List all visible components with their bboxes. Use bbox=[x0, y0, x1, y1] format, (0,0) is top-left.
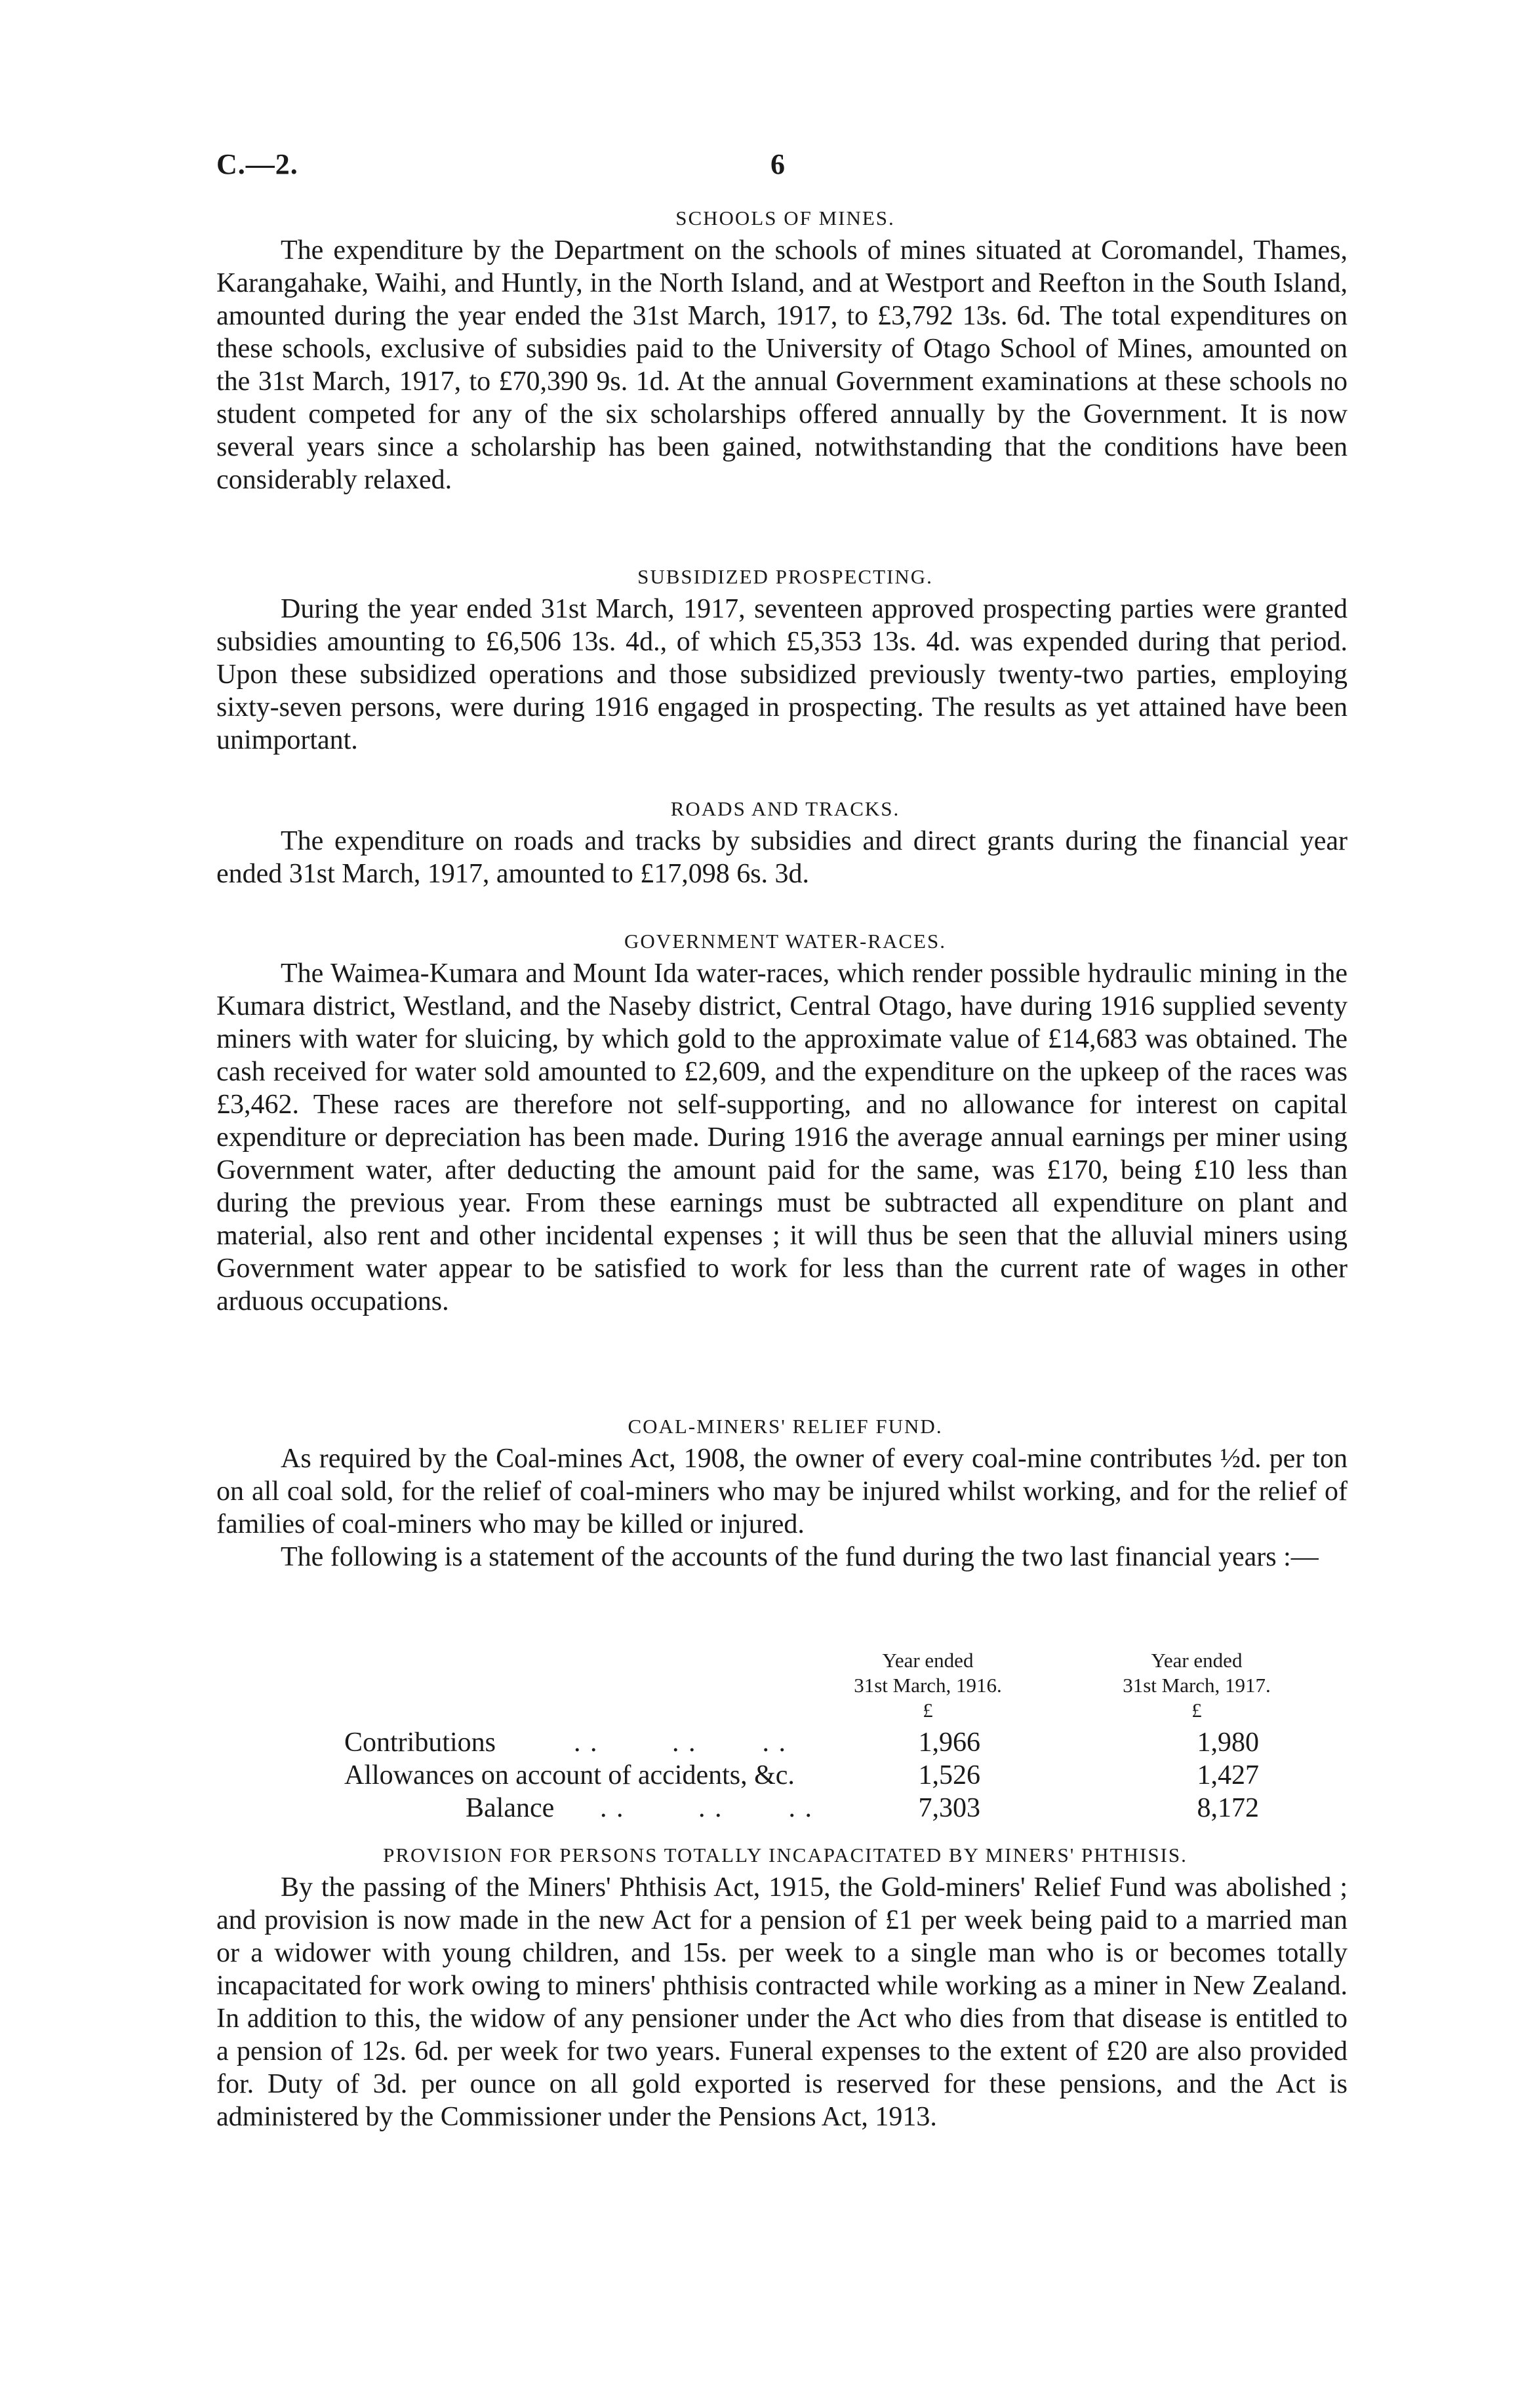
row-leader: . . . . . . bbox=[557, 1727, 787, 1758]
row-label: Balance bbox=[466, 1793, 555, 1823]
section-government-water-races bbox=[216, 930, 1348, 1318]
section-roads-and-tracks bbox=[216, 797, 1348, 890]
page-number: 6 bbox=[770, 148, 785, 180]
table-row bbox=[216, 1792, 1348, 1825]
column-unit: £ bbox=[1191, 1699, 1202, 1722]
section-miners-phthisis-provision bbox=[216, 1844, 1348, 2133]
column-header-line: Year ended bbox=[1151, 1649, 1243, 1672]
section-title: GOVERNMENT WATER-RACES. bbox=[624, 930, 946, 953]
paragraph: The expenditure by the Department on the schools of mines situated at Coromandel, Thames, Karangahake, Waihi, and Huntly, in the North Island, and at Westport and Reefton in the South Island, amounted during the year ended the 31st March, 1917, to £3,792 13s. 6d. The total expenditures on these schools, exclusive of subsidies paid to the University of Otago School of Mines, amounted on the 31st March, 1917, to £70,390 9s. 1d. At the annual Government examinations at these schools no student competed for any of the six scholarships offered annually by the Government. It is now several years since a scholarship has been gained, notwithstanding that the conditions have been considerably relaxed. bbox=[216, 235, 1348, 495]
row-leader: . . . . . . bbox=[584, 1793, 813, 1823]
paragraph: By the passing of the Miners' Phthisis Act, 1915, the Gold-miners' Relief Fund was abolished ; and provision is now made in the new Act for a pension of £1 per week being paid to a married man or a widower with young children, and 15s. per week to a single man who is or becomes totally incapacitated for work owing to miners' phthisis contracted while working as a miner in New Zealand. In addition to this, the widow of any pensioner under the Act who dies from that disease is entitled to a pension of 12s. 6d. per week for two years. Funeral expenses to the extent of £20 are also provided for. Duty of 3d. per ounce on all gold exported is reserved for these pensions, and the Act is administered by the Commissioner under the Pensions Act, 1913. bbox=[216, 1872, 1348, 2132]
paragraph: The Waimea-Kumara and Mount Ida water-races, which render possible hydraulic mining in the Kumara district, Westland, and the Naseby district, Central Otago, have during 1916 supplied seventy miners with water for sluicing, by which gold to the approximate value of £14,683 was obtained. The cash received for water sold amounted to £2,609, and the expenditure on the upkeep of the races was £3,462. These races are therefore not self-supporting, and no allowance for interest on capital expenditure or depreciation has been made. During 1916 the average annual earnings per miner using Government water, after deducting the amount paid for the same, was £170, being £10 less than during the previous year. From these earnings must be subtracted all expenditure on plant and material, also rent and other incidental expenses ; it will thus be seen that the alluvial miners using Government water appear to be satisfied to work for less than the current rate of wages in other arduous occupations. bbox=[216, 958, 1348, 1316]
fund-accounts-table bbox=[216, 1648, 1348, 1823]
row-label: Allowances on account of accidents, &c. bbox=[344, 1760, 795, 1790]
column-header-line: 31st March, 1916. bbox=[854, 1674, 1002, 1697]
column-header-1917 bbox=[1085, 1648, 1308, 1723]
paragraph: The expenditure on roads and tracks by subsidies and direct grants during the financial year ended 31st March, 1917, amounted to £17,098 6s. 3d. bbox=[216, 826, 1348, 889]
section-coal-miners-relief-fund bbox=[216, 1415, 1348, 1573]
value-1917: 8,172 bbox=[1197, 1793, 1259, 1823]
paragraph: During the year ended 31st March, 1917, seventeen approved prospecting parties were granted subsidies amounting to £6,506 13s. 4d., of which £5,353 13s. 4d. was expended during that period. Upon these subsidized operations and those subsidized previously twenty-two parties, employing sixty-seven persons, were during 1916 engaged in prospecting. The results as yet attained have been unimportant. bbox=[216, 594, 1348, 755]
value-1916: 1,526 bbox=[918, 1760, 980, 1790]
value-1917: 1,980 bbox=[1197, 1727, 1259, 1758]
section-schools-of-mines bbox=[216, 207, 1348, 496]
column-header-line: 31st March, 1917. bbox=[1123, 1674, 1271, 1697]
value-1916: 1,966 bbox=[918, 1727, 980, 1758]
column-unit: £ bbox=[923, 1699, 933, 1722]
row-label: Contributions bbox=[344, 1727, 496, 1758]
table-row bbox=[216, 1727, 1348, 1760]
section-subsidized-prospecting bbox=[216, 565, 1348, 757]
column-header-line: Year ended bbox=[882, 1649, 974, 1672]
section-title: SUBSIDIZED PROSPECTING. bbox=[637, 565, 933, 588]
paragraph: As required by the Coal-mines Act, 1908, the owner of every coal-mine contributes ½d. per ton on all coal sold, for the relief of coal-miners who may be injured whilst working, and for the relief of families of coal-miners who may be killed or injured. bbox=[216, 1444, 1348, 1539]
section-title: SCHOOLS OF MINES. bbox=[675, 207, 895, 229]
document-reference: C.—2. bbox=[216, 148, 298, 180]
table-row bbox=[216, 1760, 1348, 1792]
column-header-1916 bbox=[823, 1648, 1033, 1723]
value-1917: 1,427 bbox=[1197, 1760, 1259, 1790]
section-title: ROADS AND TRACKS. bbox=[670, 797, 900, 820]
paragraph: The following is a statement of the accounts of the fund during the two last financial years :— bbox=[281, 1542, 1319, 1572]
value-1916: 7,303 bbox=[918, 1793, 980, 1823]
section-title: PROVISION FOR PERSONS TOTALLY INCAPACITATED BY MINERS' PHTHISIS. bbox=[383, 1844, 1188, 1866]
section-title: COAL-MINERS' RELIEF FUND. bbox=[628, 1415, 943, 1438]
